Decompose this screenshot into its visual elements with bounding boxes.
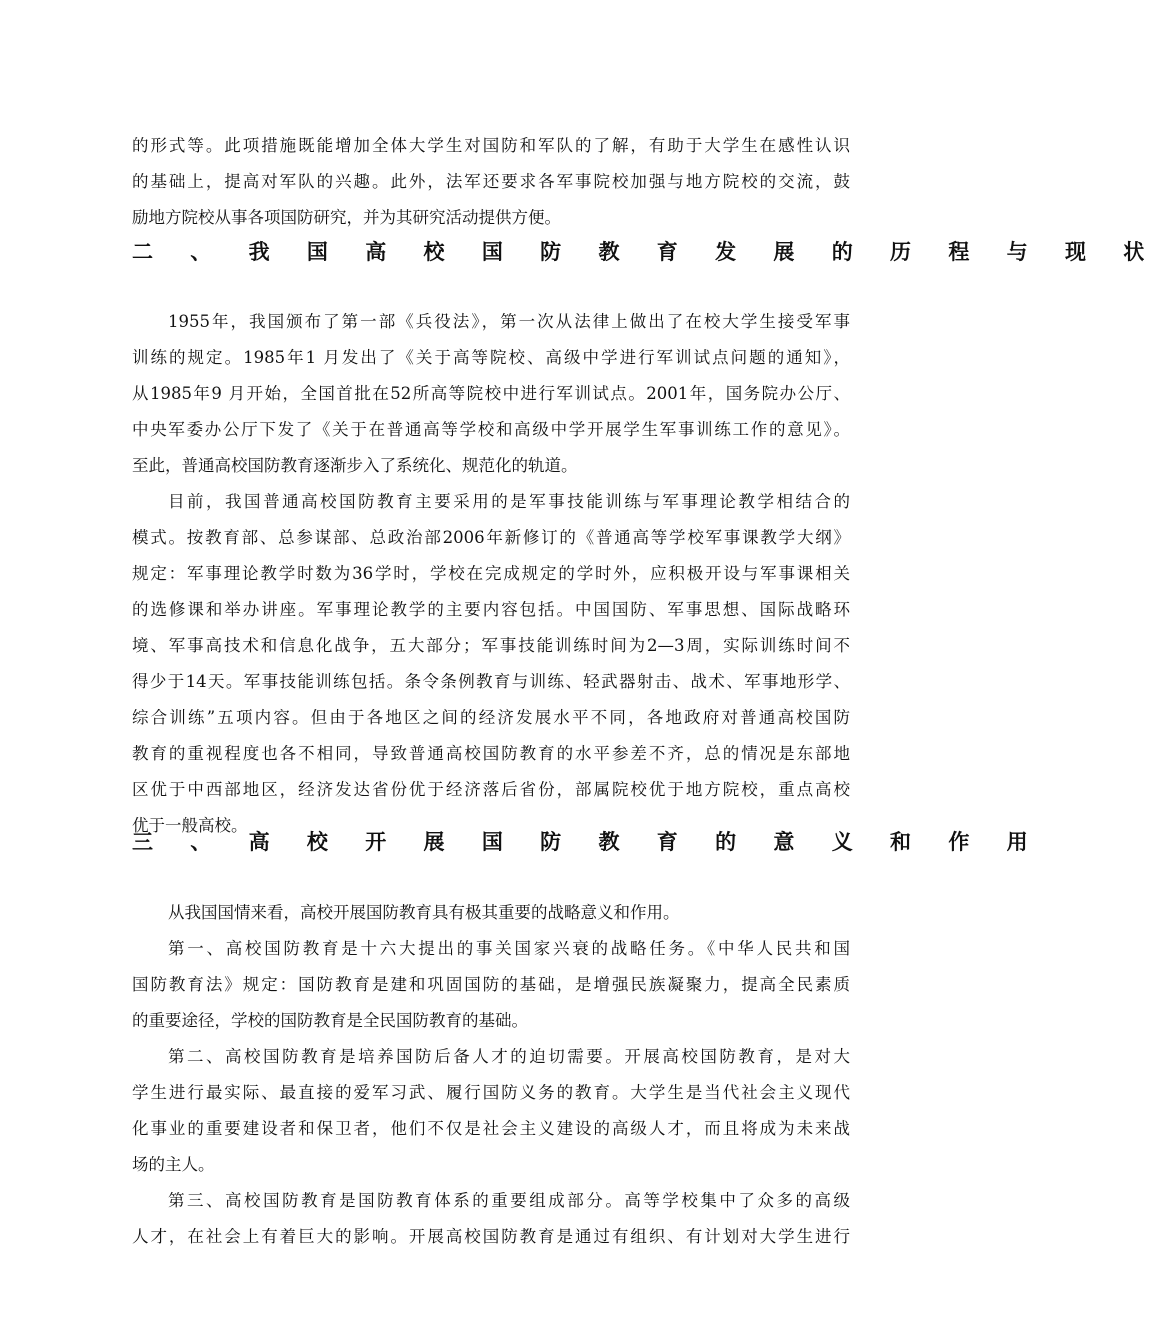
body-line: 第三、高校国防教育是国防教育体系的重要组成部分。高等学校集中了众多的高级 <box>168 1191 850 1210</box>
body-line: 模式。按教育部、总参谋部、总政治部2006年新修订的《普通高等学校军事课教学大纲》 <box>132 528 850 547</box>
body-line: 化事业的重要建设者和保卫者，他们不仅是社会主义建设的高级人才，而且将成为未来战 <box>132 1119 850 1138</box>
body-line: 训练的规定。1985年1 月发出了《关于高等院校、高级中学进行军训试点问题的通知》， <box>132 348 850 367</box>
body-line: 人才，在社会上有着巨大的影响。开展高校国防教育是通过有组织、有计划对大学生进行 <box>132 1227 850 1246</box>
body-line: 教育的重视程度也各不相同，导致普通高校国防教育的水平参差不齐，总的情况是东部地 <box>132 744 850 763</box>
body-line: 规定：军事理论教学时数为36学时，学校在完成规定的学时外，应积极开设与军事课相关 <box>132 564 850 583</box>
body-line: 场的主人。 <box>132 1155 215 1174</box>
body-line: 区优于中西部地区，经济发达省份优于经济落后省份，部属院校优于地方院校，重点高校 <box>132 780 850 799</box>
body-line: 得少于14天。军事技能训练包括。条令条例教育与训练、轻武器射击、战术、军事地形学、 <box>132 672 850 691</box>
body-line: 中央军委办公厅下发了《关于在普通高等学校和高级中学开展学生军事训练工作的意见》。 <box>132 420 850 439</box>
section-heading: 二 、 我 国 高 校 国 防 教 育 发 展 的 历 程 与 现 状 <box>132 240 1159 264</box>
body-line: 的形式等。此项措施既能增加全体大学生对国防和军队的了解，有助于大学生在感性认识 <box>132 136 850 155</box>
body-line: 的基础上，提高对军队的兴趣。此外，法军还要求各军事院校加强与地方院校的交流，鼓 <box>132 172 850 191</box>
body-line: 综合训练”五项内容。但由于各地区之间的经济发展水平不同，各地政府对普通高校国防 <box>132 708 850 727</box>
body-line: 的重要途径，学校的国防教育是全民国防教育的基础。 <box>132 1011 528 1030</box>
body-line: 目前，我国普通高校国防教育主要采用的是军事技能训练与军事理论教学相结合的 <box>168 492 850 511</box>
body-line: 第二、高校国防教育是培养国防后备人才的迫切需要。开展高校国防教育，是对大 <box>168 1047 850 1066</box>
body-line: 1955年，我国颁布了第一部《兵役法》，第一次从法律上做出了在校大学生接受军事 <box>168 312 850 331</box>
body-line: 从1985年9 月开始，全国首批在52所高等院校中进行军训试点。2001年，国务院办公厅、 <box>132 384 850 403</box>
body-line: 的选修课和举办讲座。军事理论教学的主要内容包括。中国国防、军事思想、国际战略环 <box>132 600 850 619</box>
body-line: 从我国国情来看，高校开展国防教育具有极其重要的战略意义和作用。 <box>168 903 680 922</box>
body-line: 至此，普通高校国防教育逐渐步入了系统化、规范化的轨道。 <box>132 456 578 475</box>
body-line: 第一、高校国防教育是十六大提出的事关国家兴衰的战略任务。《中华人民共和国 <box>168 939 850 958</box>
body-line: 学生进行最实际、最直接的爱军习武、履行国防义务的教育。大学生是当代社会主义现代 <box>132 1083 850 1102</box>
body-line: 励地方院校从事各项国防研究，并为其研究活动提供方便。 <box>132 208 561 227</box>
section-heading: 三 、 高 校 开 展 国 防 教 育 的 意 义 和 作 用 <box>132 830 1043 854</box>
body-line: 国防教育法》规定：国防教育是建和巩固国防的基础，是增强民族凝聚力，提高全民素质 <box>132 975 850 994</box>
body-line: 优于一般高校。 <box>132 816 248 835</box>
body-line: 境、军事高技术和信息化战争，五大部分；军事技能训练时间为2—3周，实际训练时间不 <box>132 636 850 655</box>
